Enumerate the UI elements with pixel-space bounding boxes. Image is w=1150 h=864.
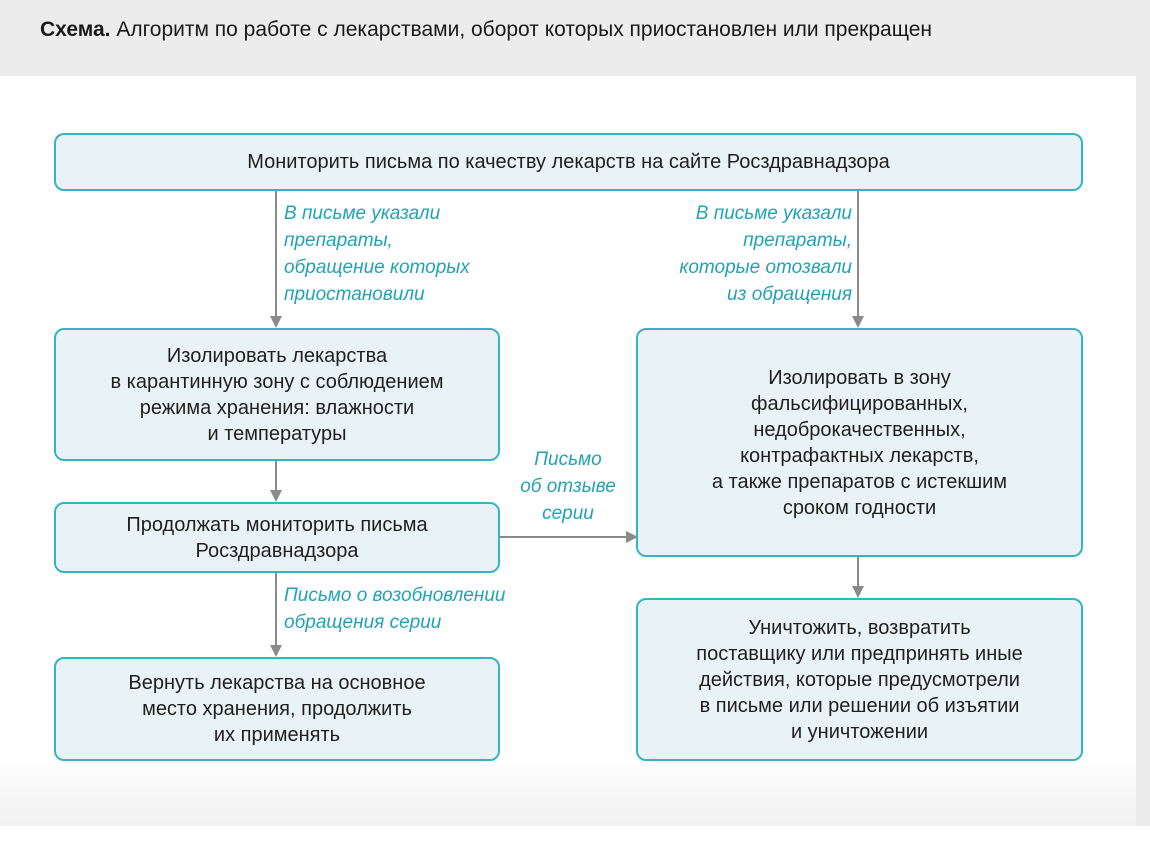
caption-title: Алгоритм по работе с лекарствами, оборот которых приостановлен или прекращен bbox=[116, 18, 933, 41]
box-monitor-letters: Мониторить письма по качеству лекарств на сайте Росздравнадзора bbox=[54, 133, 1083, 191]
label-series-resumed: Письмо о возобновлении обращения серии bbox=[284, 585, 506, 633]
box-destroy-or-return: Уничтожить, возвратить поставщику или предпринять иные действия, которые предусмотрели в письме или решении об изъятии и уничтожении bbox=[636, 598, 1083, 761]
box-return-to-storage: Вернуть лекарства на основное место хранения, продолжить их применять bbox=[54, 657, 500, 761]
box-isolate-falsified: Изолировать в зону фальсифицированных, недоброкачественных, контрафактных лекарств, а также препаратов с истекшим сроком годности bbox=[636, 328, 1083, 557]
label-series-recall: Письмо об отзыве серии bbox=[520, 449, 616, 524]
label-suspended-drugs: В письме указали препараты, обращение которых приостановили bbox=[284, 203, 470, 305]
box-isolate-quarantine: Изолировать лекарства в карантинную зону с соблюдением режима хранения: влажности и температуры bbox=[54, 328, 500, 461]
caption-prefix: Схема. bbox=[40, 18, 111, 41]
box-continue-monitor: Продолжать мониторить письма Росздравнадзора bbox=[54, 502, 500, 573]
label-recalled-drugs: В письме указали препараты, которые отозвали из обращения bbox=[679, 203, 852, 305]
